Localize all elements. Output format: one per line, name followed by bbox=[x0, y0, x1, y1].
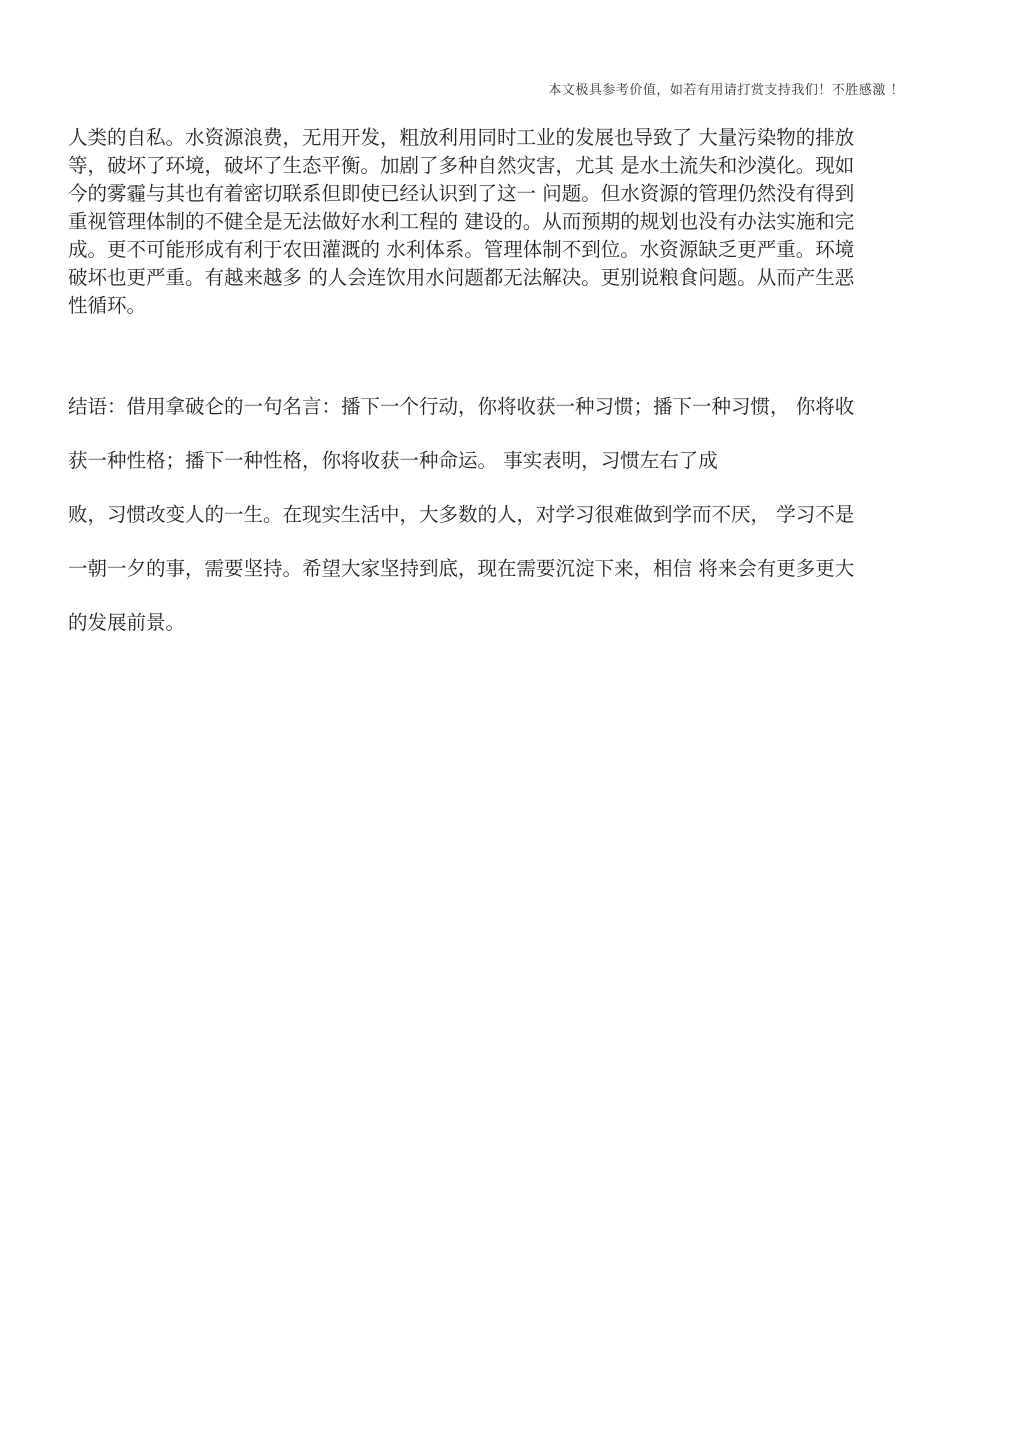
paragraph-line: 获一种性格；播下一种性格，你将收获一种命运。 事实表明，习惯左右了成 bbox=[68, 449, 718, 472]
header-note: 本文极具参考价值，如若有用请打赏支持我们！不胜感激 ！ bbox=[548, 83, 904, 98]
paragraph-line: 重视管理体制的不健全是无法做好水利工程的 建设的。从而预期的规划也没有办法实施和完 bbox=[68, 210, 855, 233]
paragraph-line: 今的雾霾与其也有着密切联系但即使已经认识到了这一 问题。但水资源的管理仍然没有得到 bbox=[68, 182, 855, 205]
paragraph-line: 成。更不可能形成有利于农田灌溉的 水利体系。管理体制不到位。水资源缺乏更严重。环境 bbox=[68, 238, 855, 261]
paragraph-line: 一朝一夕的事，需要坚持。希望大家坚持到底，现在需要沉淀下来，相信 将来会有更多更大 bbox=[68, 557, 855, 580]
paragraph-line: 结语：借用拿破仑的一句名言：播下一个行动，你将收获一种习惯；播下一种习惯， 你将收 bbox=[68, 395, 855, 418]
paragraph-line: 破坏也更严重。有越来越多 的人会连饮用水问题都无法解决。更别说粮食问题。从而产生恶 bbox=[68, 266, 855, 289]
paragraph-line: 败，习惯改变人的一生。在现实生活中，大多数的人，对学习很难做到学而不厌， 学习不是 bbox=[68, 503, 855, 526]
body-paragraph-2 bbox=[68, 392, 938, 662]
paragraph-line: 人类的自私。水资源浪费，无用开发，粗放利用同时工业的发展也导致了 大量污染物的排放 bbox=[68, 126, 855, 149]
paragraph-line: 的发展前景。 bbox=[68, 611, 186, 634]
paragraph-line: 等，破坏了环境，破坏了生态平衡。加剧了多种自然灾害，尤其 是水土流失和沙漠化。现如 bbox=[68, 154, 855, 177]
body-paragraph-1 bbox=[68, 124, 938, 320]
paragraph-line: 性循环。 bbox=[68, 294, 147, 317]
